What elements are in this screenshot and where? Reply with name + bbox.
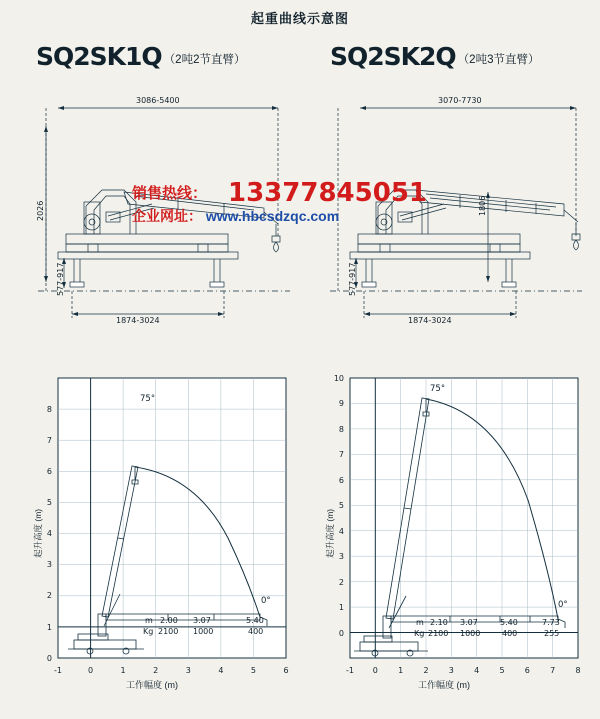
dim-boom-reach: 3070-7730 [438,96,482,105]
technical-drawing-sq2sk2q [320,86,590,336]
load-table-radius-1: 2.00 [160,616,178,625]
load-chart-sq2sk1q [28,368,298,698]
y-axis-label: 起升高度 (m) [33,508,43,558]
dim-height: 2026 [36,200,45,221]
load-table-capacity-2: 1000 [193,627,214,636]
technical-drawing-sq2sk1q [28,86,298,336]
load-table-capacity-3: 400 [248,627,264,636]
svg-text:0: 0 [372,666,378,675]
model-sq2sk1q [36,42,245,71]
load-table-radius-4: 7.73 [542,618,560,627]
angle-75-label: 75° [430,384,446,394]
model-sq2sk2q [330,42,539,71]
load-table-radius-1: 2.10 [430,618,448,627]
load-chart-sq2sk2q [320,368,590,698]
svg-text:2: 2 [46,591,52,600]
svg-text:2: 2 [423,666,429,675]
phone-number: 13377845051 [228,178,427,208]
dim-outrigger-span: 1874-3024 [408,316,452,325]
svg-text:1: 1 [120,666,126,675]
sales-hotline-label: 销售热线： [132,185,208,202]
svg-text:4: 4 [218,666,224,675]
model-description: （2吨3节直臂） [457,54,540,66]
svg-text:9: 9 [338,399,344,408]
svg-text:0: 0 [46,654,52,663]
svg-text:0: 0 [88,666,94,675]
svg-text:0: 0 [338,629,344,638]
x-axis-label: 工作幅度 (m) [418,680,470,690]
model-code: SQ2SK1Q [36,42,162,71]
svg-text:3: 3 [448,666,454,675]
svg-text:4: 4 [338,527,344,536]
dim-outrigger-span: 1874-3024 [116,316,160,325]
angle-0-label: 0° [261,596,271,606]
load-table-row-label-m: m [416,618,424,627]
svg-text:8: 8 [575,666,581,675]
load-table-radius-2: 3.07 [193,616,211,625]
load-table-row-label-kg: Kg [414,629,425,638]
svg-text:-1: -1 [346,666,354,675]
svg-text:1: 1 [338,603,344,612]
svg-text:1: 1 [46,623,52,632]
x-axis-label: 工作幅度 (m) [126,680,178,690]
svg-text:3: 3 [185,666,191,675]
svg-text:4: 4 [474,666,480,675]
svg-text:8: 8 [338,425,344,434]
page-title: 起重曲线示意图 [250,11,349,26]
y-axis-label: 起升高度 (m) [325,508,335,558]
svg-text:6: 6 [338,476,344,485]
website-label: 企业网址： [132,208,202,224]
dim-outrigger-drop: 577-917 [348,262,357,296]
load-table-capacity-1: 2100 [158,627,179,636]
load-table-capacity-2: 1000 [460,629,481,638]
svg-text:7: 7 [46,436,52,445]
svg-text:7: 7 [550,666,556,675]
load-table-row-label-kg: Kg [143,627,154,636]
svg-text:-1: -1 [54,666,62,675]
svg-text:6: 6 [524,666,530,675]
svg-text:5: 5 [250,666,256,675]
svg-text:1: 1 [398,666,404,675]
model-header-row [0,42,600,76]
svg-text:8: 8 [46,405,52,414]
load-table-capacity-3: 400 [502,629,518,638]
svg-text:6: 6 [46,467,52,476]
svg-text:2: 2 [338,578,344,587]
angle-0-label: 0° [558,600,568,610]
load-table-row-label-m: m [145,616,153,625]
load-table-radius-2: 3.07 [460,618,478,627]
svg-text:6: 6 [283,666,289,675]
dim-height: 1806 [478,195,487,216]
svg-text:4: 4 [46,529,52,538]
dim-outrigger-drop: 577-917 [56,262,65,296]
svg-text:2: 2 [153,666,159,675]
load-table-radius-3: 5.40 [500,618,518,627]
model-description: （2吨2节直臂） [163,54,246,66]
svg-text:10: 10 [333,374,344,383]
load-table-capacity-1: 2100 [428,629,449,638]
load-table-radius-3: 5.40 [246,616,264,625]
svg-text:5: 5 [46,498,52,507]
svg-text:7: 7 [338,450,344,459]
load-table-capacity-4: 255 [544,629,560,638]
model-code: SQ2SK2Q [330,42,456,71]
svg-text:5: 5 [499,666,505,675]
svg-text:3: 3 [46,560,52,569]
svg-text:5: 5 [338,501,344,510]
svg-text:3: 3 [338,552,344,561]
dim-boom-reach: 3086-5400 [136,96,180,105]
angle-75-label: 75° [140,394,156,404]
website-url: www.hbcsdzqc.com [205,208,340,224]
